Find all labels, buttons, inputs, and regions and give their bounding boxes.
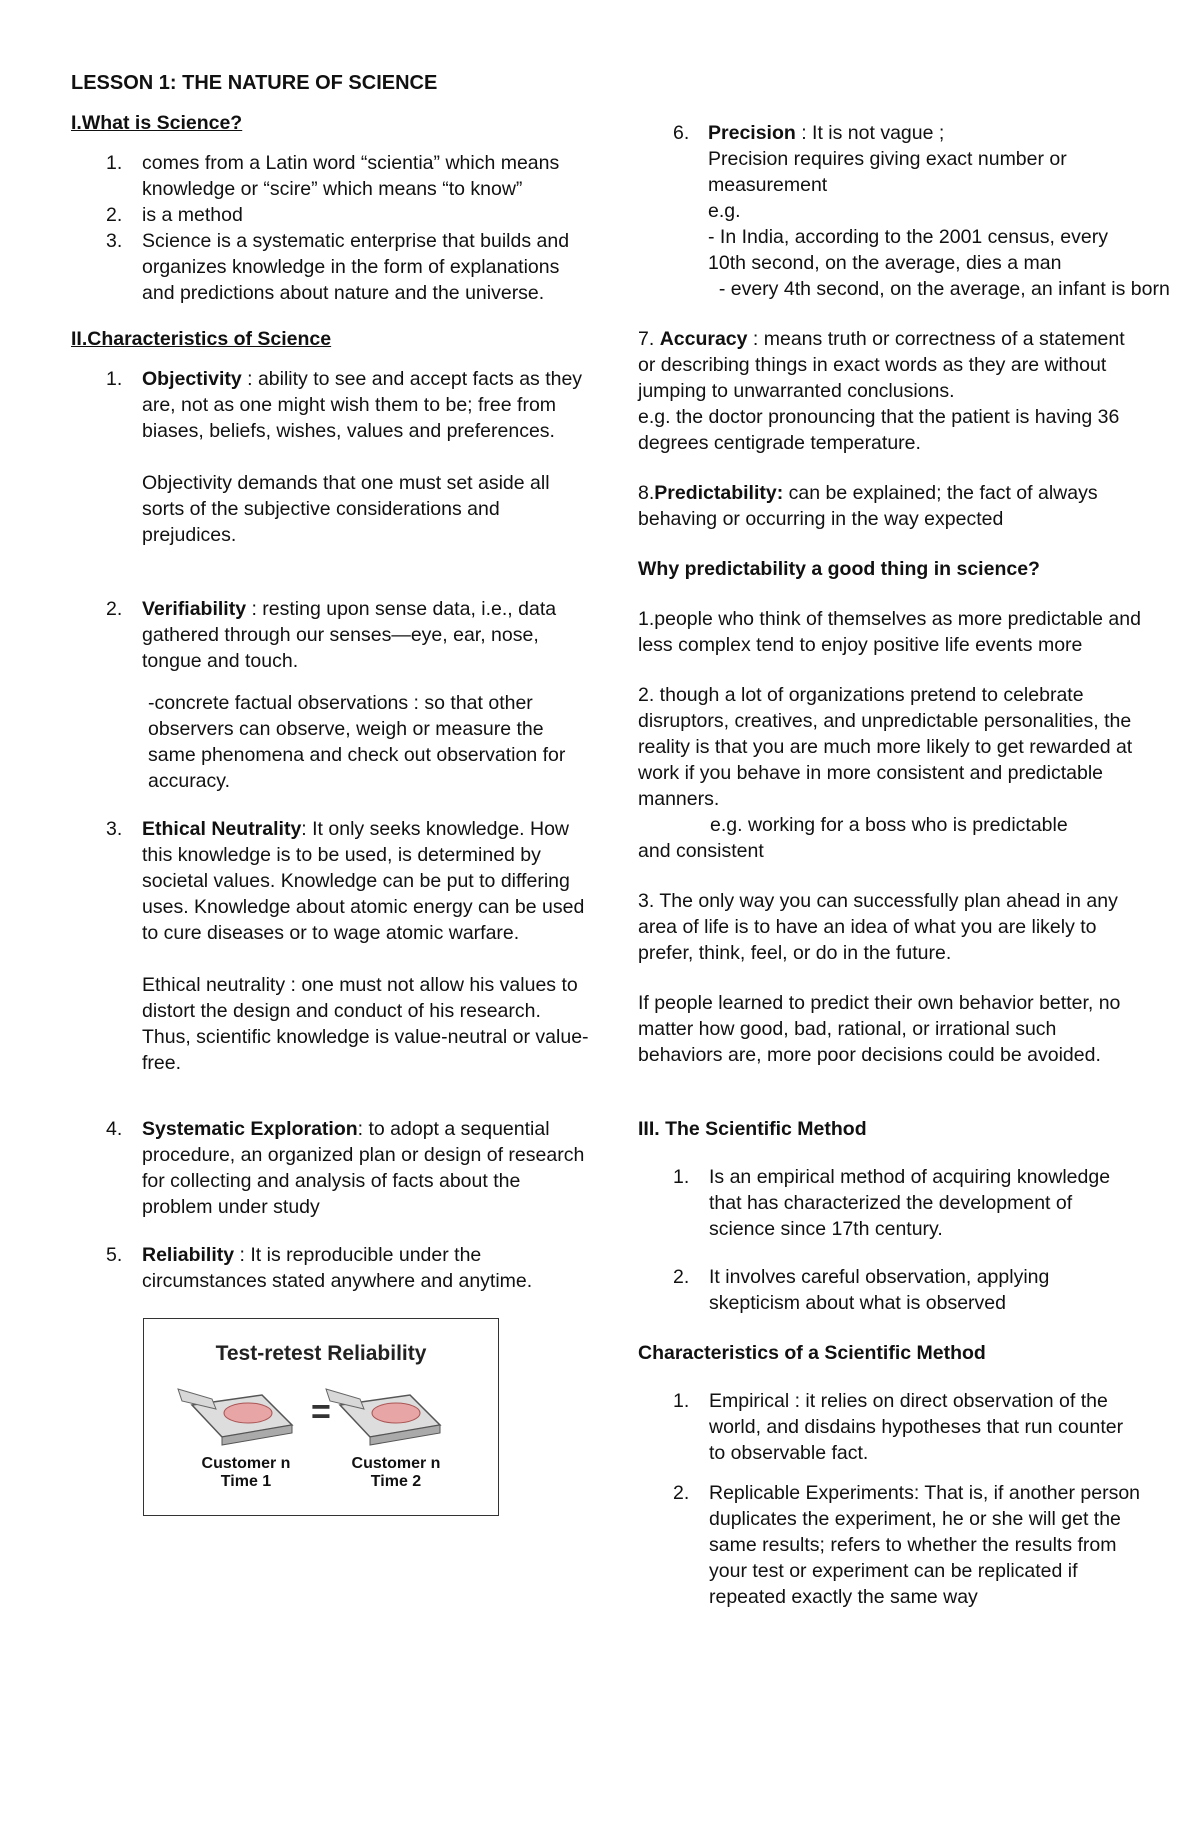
list-item-objectivity: 1. Objectivity : ability to see and accept facts as they are, not as one might wish them to be; free from biases, beliefs, wishes, values and preferences. Objectivity demands that one must set aside all sorts of the subjective considerations and prejudices. — [71, 366, 591, 548]
section-what-is-science-heading: I.What is Science? — [71, 112, 243, 134]
left-column — [71, 70, 591, 1516]
figure-label-time2: Customer n Time 2 — [351, 1455, 441, 1490]
objectivity-note: Objectivity demands that one must set aside all sorts of the subjective considerations and prejudices. — [142, 472, 550, 546]
scanner-hand-icon-right — [326, 1389, 440, 1445]
list-item: 2. is a method — [106, 204, 243, 226]
scanner-hand-icon-left — [178, 1389, 292, 1445]
why-predictability-heading: Why predictability a good thing in science? — [638, 558, 1040, 580]
list-item: 1. Is an empirical method of acquiring knowledge that has characterized the development of science since 17th century. — [673, 1166, 1111, 1240]
list-item: 1. comes from a Latin word “scientia” which means knowledge or “scire” which means “to know” — [106, 152, 560, 200]
lesson-title: LESSON 1: THE NATURE OF SCIENCE — [71, 72, 438, 94]
list-item: 2. Replicable Experiments: That is, if another person duplicates the experiment, he or she will get the same results; refers to whether the results from your test or experiment can be replicated if repeated exactly the same way — [673, 1482, 1141, 1608]
what-is-science-list — [71, 150, 591, 306]
section-characteristics-heading: II.Characteristics of Science — [71, 328, 332, 350]
list-item: 3. Science is a systematic enterprise that builds and organizes knowledge in the form of explanations and predictions about nature and the universe. — [106, 230, 570, 304]
list-item: 2. It involves careful observation, applying skepticism about what is observed — [673, 1266, 1050, 1314]
verifiability-note: -concrete factual observations : so that other observers can observe, weigh or measure the same phenomena and check out observation for accuracy. — [148, 692, 566, 792]
list-item: 1. Empirical : it relies on direct observation of the world, and disdains hypotheses that run counter to observable fact. — [673, 1390, 1124, 1464]
list-item-ethical-neutrality: 3. Ethical Neutrality: It only seeks knowledge. How this knowledge is to be used, is determined by societal values. Knowledge can be put to differing uses. Knowledge about atomic energy can be used to cure diseases or to wage atomic warfare. Ethical neutrality : one must not allow his values to distort the design and conduct of his research. Thus, scientific knowledge is value-neutral or value- free. — [71, 816, 591, 1076]
list-item-precision: 6. Precision : It is not vague ; Precision requires giving exact number or measurement e.g. - In India, according to the 2001 census, every 10th second, on the average, dies a man - every 4th second, on the average, an infant is born — [673, 122, 1170, 300]
scientific-method-characteristics-list — [638, 1388, 1143, 1610]
figure-title: Test-retest Reliability — [215, 1342, 427, 1365]
right-column — [638, 120, 1170, 1610]
precision-list — [638, 120, 1170, 302]
scientific-method-characteristics-heading: Characteristics of a Scientific Method — [638, 1342, 986, 1364]
why-point-3: 3. The only way you can successfully plan ahead in any area of life is to have an idea of what you are likely to prefer, think, feel, or do in the future. — [638, 890, 1118, 964]
equals-sign: = — [311, 1393, 331, 1431]
list-item-systematic-exploration: 4. Systematic Exploration: to adopt a sequential procedure, an organized plan or design of research for collecting and analysis of facts about the problem under study — [106, 1118, 585, 1218]
figure-label-time1: Customer n Time 1 — [201, 1455, 291, 1490]
why-point-1: 1.people who think of themselves as more predictable and less complex tend to enjoy positive life events more — [638, 608, 1141, 656]
why-point-2: 2. though a lot of organizations pretend to celebrate disruptors, creatives, and unpredictable personalities, the reality is that you are much more likely to get rewarded at work if you behave in more consistent and predictable manners. e.g. working for a boss who is predictable and consistent — [638, 684, 1133, 862]
predictability-paragraph: 8.Predictability: can be explained; the fact of always behaving or occurring in the way expected — [638, 482, 1098, 530]
test-retest-reliability-figure — [143, 1318, 499, 1516]
accuracy-paragraph: 7. Accuracy : means truth or correctness of a statement or describing things in exact words as they are without jumping to unwarranted conclusions. e.g. the doctor pronouncing that the patient is having 36 degrees centigrade temperature. — [638, 328, 1125, 454]
why-conclusion: If people learned to predict their own behavior better, no matter how good, bad, rational, or irrational such behaviors are, more poor decisions could be avoided. — [638, 992, 1121, 1066]
scientific-method-heading: III. The Scientific Method — [638, 1118, 867, 1140]
characteristics-list — [71, 366, 591, 1294]
list-item-reliability: 5. Reliability : It is reproducible under the circumstances stated anywhere and anytime. — [106, 1244, 533, 1292]
scientific-method-list — [638, 1164, 1143, 1316]
ethical-neutrality-note: Ethical neutrality : one must not allow his values to distort the design and conduct of his research. Thus, scientific knowledge is value-neutral or value- free. — [142, 974, 589, 1074]
list-item-verifiability: 2. Verifiability : resting upon sense data, i.e., data gathered through our senses—eye, ear, nose, tongue and touch. -concrete factual observations : so that other observers can observe, weigh or measure the same phenomena and check out observation for accuracy. — [71, 596, 591, 794]
